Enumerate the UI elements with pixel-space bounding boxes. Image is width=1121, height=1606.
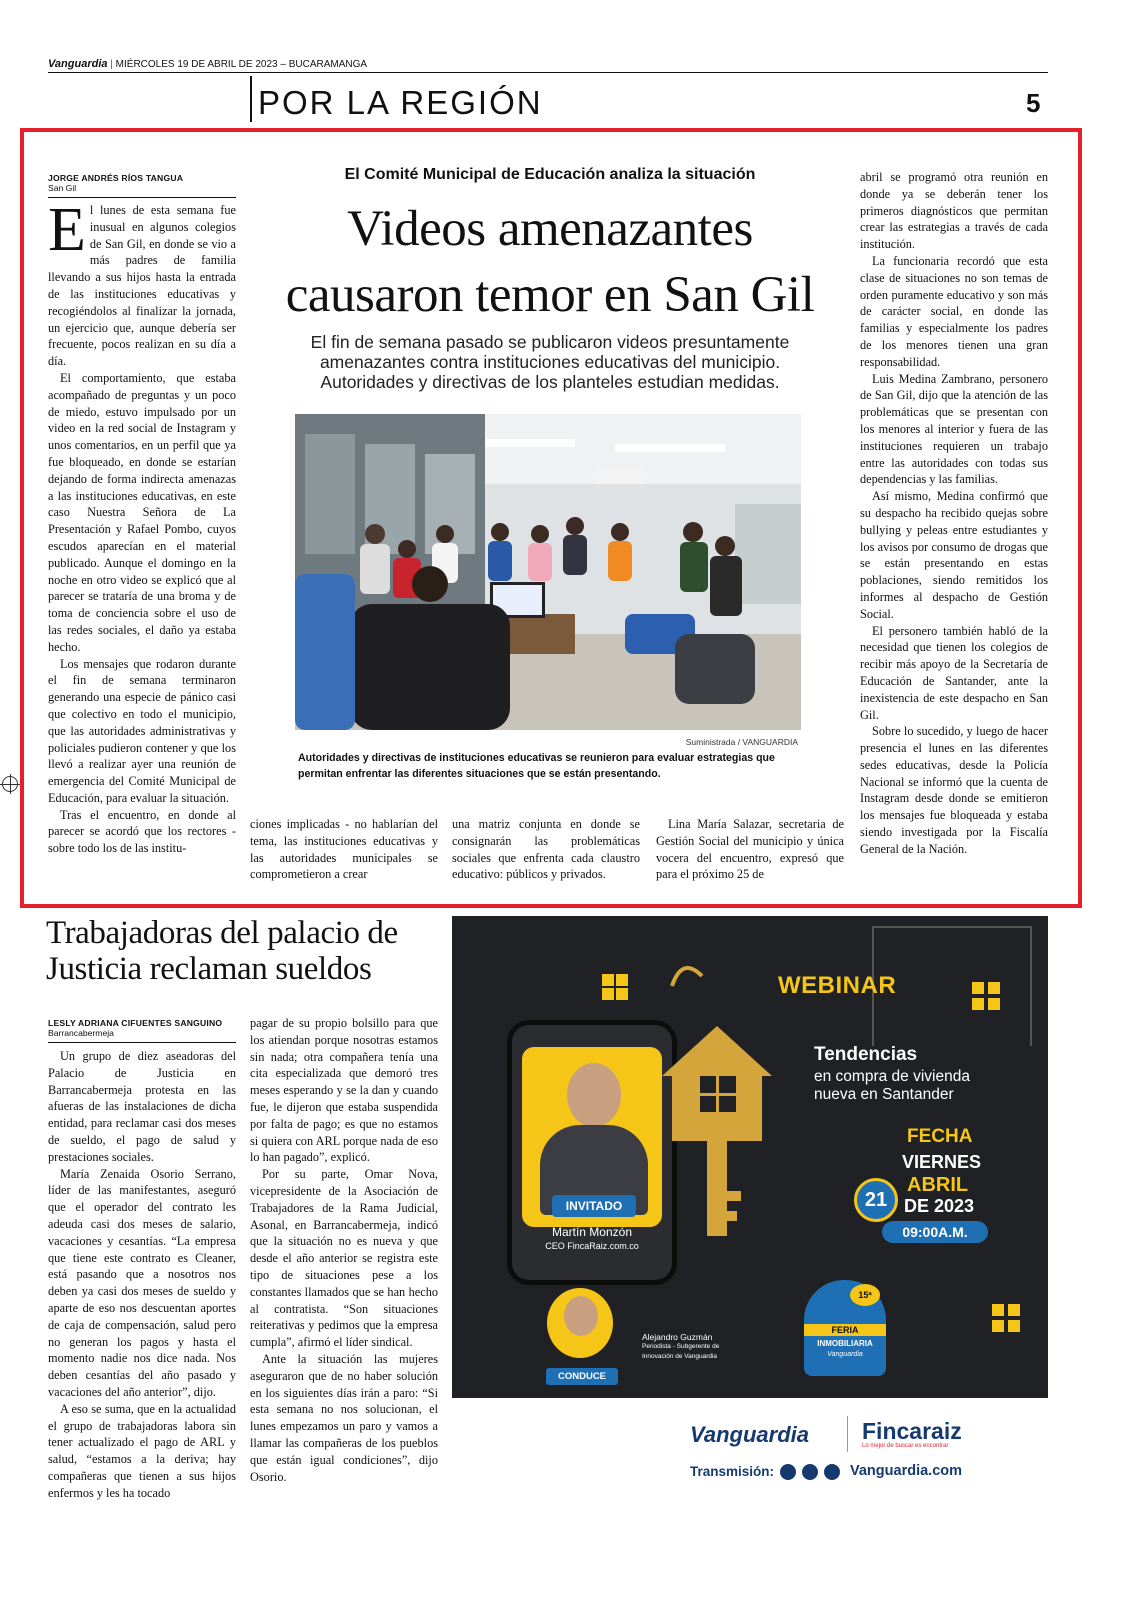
paragraph: l lunes de esta semana fue inusual en algunos colegios de San Gil, en donde se vio a más padres de familia llevando a sus hijos hasta la entrada de las instituciones educativas y recogiéndolos al finalizar la jornada, un ejercicio que, aunque debería ser frecuente, pocos realizan en su día a día. — [48, 203, 236, 369]
paragraph: Tras el encuentro, en donde al parecer se acordó que los rectores - sobre todo los de las institu- — [48, 807, 236, 856]
host-name: Alejandro Guzmán — [642, 1332, 713, 1342]
webinar-ad[interactable] — [452, 916, 1048, 1508]
brand-logo: Vanguardia — [48, 58, 108, 70]
article1-column-1 — [48, 202, 236, 884]
ad-day: 21 — [854, 1178, 898, 1222]
registration-mark — [2, 776, 18, 792]
byline-place: Barrancabermeja — [48, 1028, 114, 1038]
host-photo — [564, 1296, 598, 1336]
paragraph: El personero también habló de la necesidad que tienen los colegios de recibir más apoyo de la Secretaría de Educación de Santander, ante la inexistencia de este despacho en San Gil. — [860, 623, 1048, 722]
meeting-photo — [295, 414, 801, 730]
paragraph: Luis Medina Zambrano, personero de San Gil, dijo que la atención de las problemáticas que se presentan con los menores al interior y fuera de las instituciones requieren un trabajo entre las autoridades con todas sus dependencias y las familias. — [860, 371, 1048, 487]
feria-edition: 15ª — [850, 1284, 880, 1306]
feria-badge — [804, 1280, 886, 1376]
paragraph: Por su parte, Omar Nova, vicepresidente de la Asociación de Trabajadores de la Rama Judicial, Asonal, en Barrancabermeja, indicó que la situación no es nueva y que desde el año anterior se registra este tipo de situaciones pese a los constantes llamados que se han hecho al contratista. “Son situaciones reiterativas y pedimos que la empresa cumpla”, afirmó el líder sindical. — [250, 1167, 438, 1350]
running-header: Vanguardia | MIÉRCOLES 19 DE ABRIL DE 2023 – BUCARAMANGA — [48, 57, 1048, 73]
invitado-badge: INVITADO — [552, 1195, 636, 1217]
host-info — [642, 1332, 719, 1362]
dots-decor — [972, 982, 984, 994]
paragraph: Así mismo, Medina confirmó que su despacho ha recibido quejas sobre bullying y peleas entre estudiantes y los avisos por consumo de drogas que se están presentando en estas poblaciones, siendo remitidos los informes al despacho de Gestión Social. — [860, 489, 1048, 621]
ad-webinar: WEBINAR — [778, 972, 897, 999]
transmision-label: Transmisión: — [690, 1464, 775, 1479]
paragraph: Un grupo de diez aseadoras del Palacio de Justicia en Barrancabermeja protesta en las afueras de las instalaciones de dicha entidad, para reclamar casi dos meses de sueldo, el pago de salud y prestaciones sociales. — [48, 1049, 236, 1164]
section-title: POR LA REGIÓN — [258, 84, 543, 121]
guest-name: Martín Monzón — [551, 1225, 633, 1239]
headline-line: Trabajadoras del palacio de — [46, 915, 398, 951]
ad-fecha: FECHA — [907, 1126, 973, 1147]
conduce-badge: CONDUCE — [546, 1368, 618, 1385]
header-divider — [250, 76, 252, 122]
youtube-icon[interactable] — [780, 1464, 796, 1480]
dek-line: El fin de semana pasado se publicaron videos presuntamente — [310, 332, 790, 352]
ad-subtitle-line: nueva en Santander — [814, 1086, 954, 1103]
headline — [250, 196, 850, 328]
paragraph: A eso se suma, que en la actualidad el grupo de trabajadoras labora sin tener actualizado el pago de ARL y salud, “estamos a la deriva; hay compañeras que tienen a sus hijos enfermos y les ha tocado — [48, 1401, 236, 1500]
ad-viernes: VIERNES — [902, 1152, 982, 1172]
byline-place: San Gil — [48, 183, 77, 193]
headline-line: Justicia reclaman sueldos — [46, 951, 372, 987]
dek-line: amenazantes contra instituciones educativas del municipio. — [319, 352, 781, 372]
byline — [48, 173, 236, 198]
facebook-icon[interactable] — [824, 1464, 840, 1480]
dateline: MIÉRCOLES 19 DE ABRIL DE 2023 – BUCARAMANGA — [115, 59, 368, 70]
paragraph: Sobre lo sucedido, y luego de hacer presencia el lunes en las diferentes sedes educativas, desde la Policía Nacional se informó que la cuenta de Instagram desde donde se emitieron los mensajes fue bloqueada y estaba siendo investigada por la Fiscalía General de la Nación. — [860, 724, 1048, 856]
paragraph: Los mensajes que rodaron durante el fin de semana terminaron generando una especie de pánico casi que colectivo en todo el municipio, que las autoridades administrativas y policiales pudieron contener y que los llevó a realizar ayer una reunión de emergencia del Comité Municipal de Educación, para evaluar la situación. — [48, 656, 236, 805]
drop-cap: E — [48, 202, 86, 264]
site-link[interactable]: Vanguardia.com — [850, 1463, 963, 1479]
paragraph: La funcionaria recordó que esta clase de situaciones no son temas de orden puramente educativo y son más de carácter social, en donde las familias y especialmente los padres de los menores tienen una gran responsabilidad. — [860, 253, 1048, 369]
dots-decor — [992, 1304, 1004, 1316]
kicker: El Comité Municipal de Educación analiza la situación — [344, 166, 756, 183]
paragraph: María Zenaida Osorio Serrano, líder de las manifestantes, aseguró que el operador del contrato les adeuda casi dos meses de salario, vacaciones y cesantías. “La empresa que tiene este contrato es Cleaner, está pasando que a nosotros nos deben ya casi dos meses de sueldo y aparte de eso nos descuentan aportes de caja de compensación, salud pero no generan los pagos y hasta el momento nadie nos dice nada. Nos deben cesantías del año pasado y vacaciones del año anterior”, dijo. — [48, 1166, 236, 1399]
dek — [250, 332, 850, 392]
dek-line: Autoridades y directivas de los planteles estudian medidas. — [320, 372, 780, 392]
paragraph: ciones implicadas - no hablarían del tema, las instituciones educativas y las autoridades municipales se comprometieron a crear — [250, 817, 438, 882]
article2-byline — [48, 1018, 236, 1043]
ad-footer — [452, 1398, 1048, 1508]
feria-line: FERIA — [804, 1324, 886, 1336]
headline-line: Videos amenazantes — [347, 201, 753, 257]
byline-author: LESLY ADRIANA CIFUENTES SANGUINO — [48, 1018, 223, 1028]
article1-column-4 — [656, 816, 844, 886]
paragraph: Lina María Salazar, secretaria de Gestión Social del municipio y única vocera del encuentro, expresó que para el próximo 25 de — [656, 817, 844, 882]
article1-column-2 — [250, 816, 438, 886]
article2-column-2 — [250, 1015, 438, 1518]
ad-subtitle-line: en compra de vivienda — [814, 1068, 970, 1085]
host-role: Periodista - Subgerente de — [642, 1343, 720, 1350]
photo-caption: Autoridades y directivas de instituciones educativas se reunieron para evaluar estrategias que permitan enfrentar las diferentes situaciones que se están presentando. — [298, 752, 775, 780]
photo-credit: Suministrada / VANGUARDIA — [685, 737, 798, 747]
paragraph: pagar de su propio bolsillo para que los atiendan porque nosotras estamos sin nada; otra compañera tenía una cita especializada que demoró tres meses esperando y se la dan y cuando fue, le dijeron que estaba suspendida por falta de pago; es que no estamos si quiera con ARL porque nada de eso lo han pagado”, explicó. — [250, 1016, 438, 1165]
paragraph: una matriz conjunta en donde se consignarán las problemáticas sociales que enfrenta cada claustro educativo: públicos y privados. — [452, 817, 640, 882]
vanguardia-logo: Vanguardia — [690, 1422, 809, 1447]
article1-column-3 — [452, 816, 640, 886]
fincaraiz-tagline: Lo mejor de buscar es encontrar — [862, 1443, 949, 1449]
article2-headline — [46, 915, 446, 987]
ad-subtitle — [814, 1068, 970, 1104]
host-role: Innovación de Vanguardia — [642, 1353, 718, 1360]
article2-column-1 — [48, 1048, 236, 1518]
paragraph: abril se programó otra reunión en donde ya se deberán tener los primeros diagnósticos que permitan crear las estrategias a través de cada institución. — [860, 170, 1048, 252]
feria-line: INMOBILIARIA — [817, 1339, 873, 1348]
golden-key-icon — [652, 956, 782, 1256]
dots-decor — [602, 974, 614, 986]
article1-column-5 — [860, 169, 1048, 887]
fincaraiz-logo: Fincaraiz — [862, 1418, 962, 1444]
feria-brand: Vanguardia — [827, 1351, 863, 1358]
byline-author: JORGE ANDRÉS RÍOS TANGUA — [48, 173, 184, 183]
page-number: 5 — [1026, 88, 1041, 118]
twitter-icon[interactable] — [802, 1464, 818, 1480]
logo-divider — [847, 1416, 848, 1452]
ad-tendencias: Tendencias — [814, 1044, 918, 1065]
ad-abril: ABRIL — [907, 1174, 969, 1196]
guest-photo — [567, 1063, 621, 1127]
paragraph: El comportamiento, que estaba acompañado de preguntas y un poco de miedo, estuvo impulsado por un video en la red social de Instagram y unos comentarios, en un perfil que ya fue bloqueado, en donde se estarían dejando de forma indirecta amenazas a las instituciones educativas, en este caso Nuestra Señora de La Presentación y Rafael Pombo, cuyos escudos aparecían en el material publicado. Aunque el domingo en la noche en otro video se explicó que al parecer se trataría de una broma y de toma de conciencia sobre el uso de las redes sociales, el daño ya estaba hecho. — [48, 370, 236, 654]
guest-role: CEO FincaRaiz.com.co — [545, 1241, 639, 1251]
paragraph: Ante la situación las mujeres aseguraron que de no haber solución en los siguientes días irán a paro: “Si esta semana no nos solucionan, el lunes empezamos un paro y vamos a llamar las compañeras de los pueblos que están igual condiciones”, dijo Osorio. — [250, 1351, 438, 1484]
ad-year: DE 2023 — [904, 1196, 975, 1216]
ad-time: 09:00A.M. — [882, 1221, 988, 1243]
headline-line: causaron temor en San Gil — [285, 267, 815, 323]
meeting-illustration — [295, 414, 801, 730]
